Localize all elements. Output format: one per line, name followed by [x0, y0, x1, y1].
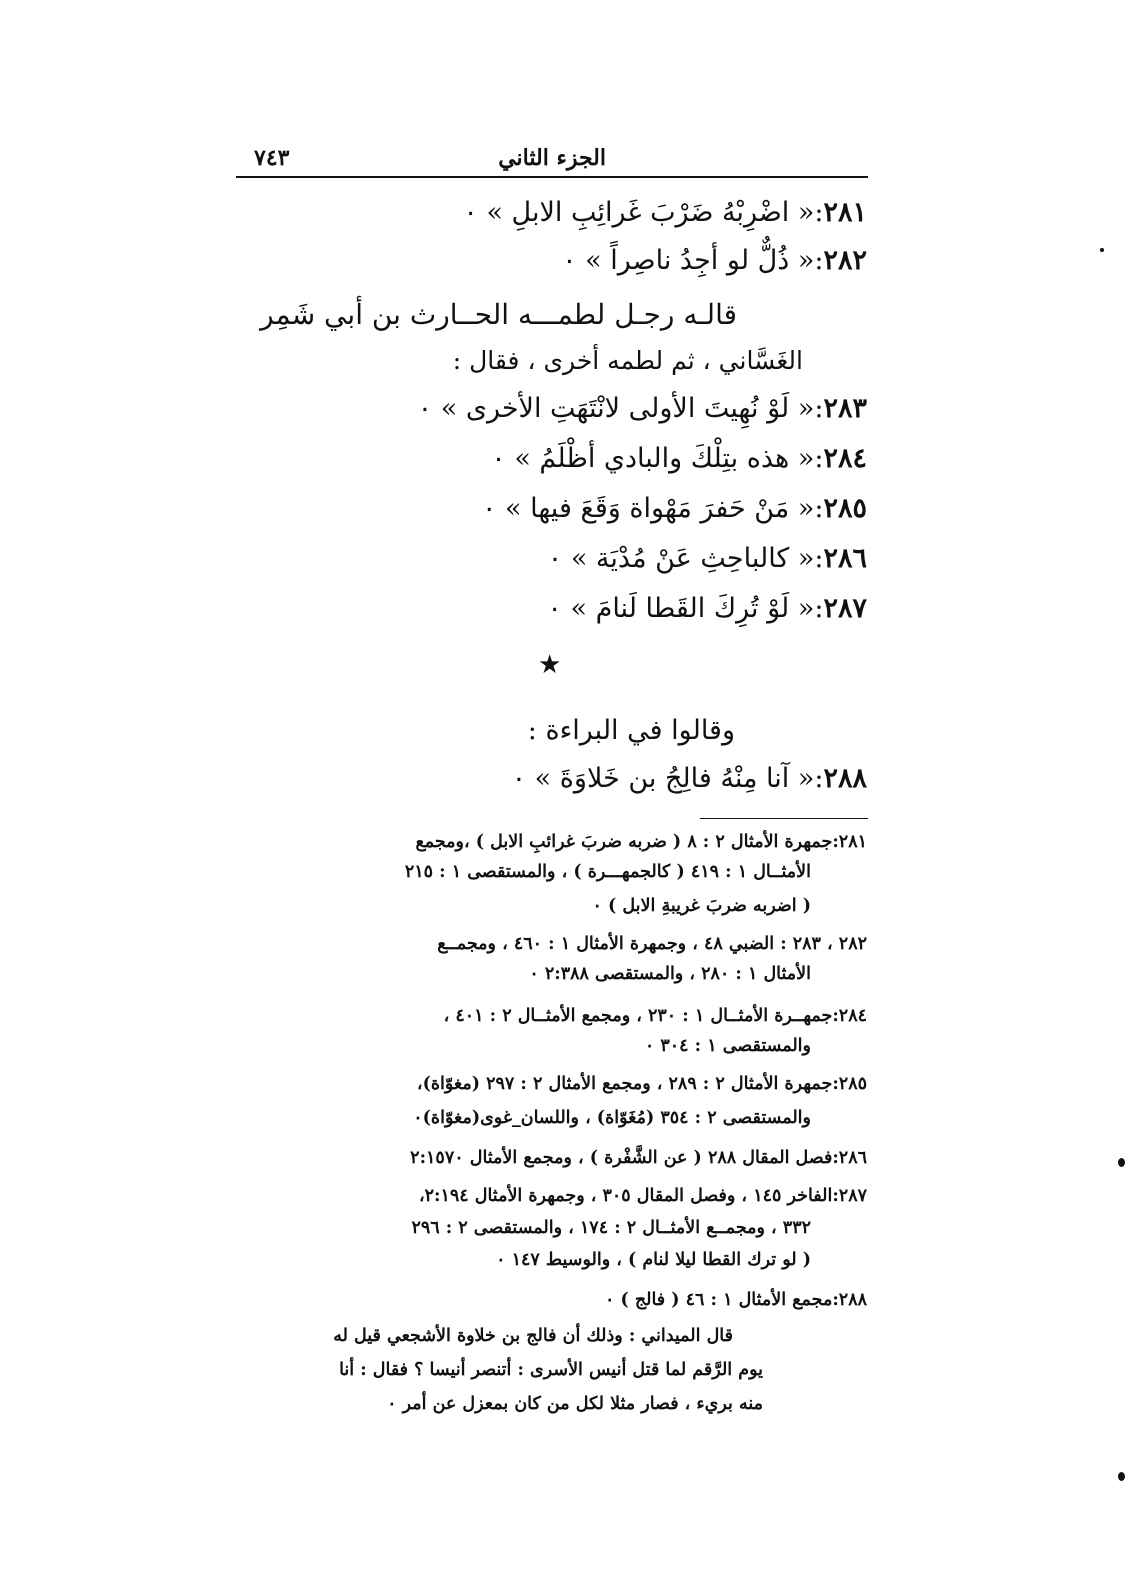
section-heading: وقالوا في البراءة :: [527, 715, 735, 746]
proverb-number: ٢٨٤: [823, 443, 867, 474]
proverb-number: ٢٨٥: [823, 493, 867, 524]
header-rule: [236, 176, 868, 178]
scan-speck: [1100, 248, 1104, 252]
star-ornament: ★: [538, 650, 562, 680]
footnote-284-line-2: والمستقصى ١ : ٣٠٤ ٠: [644, 1036, 811, 1056]
proverb-286: [548, 542, 867, 576]
running-header: [236, 140, 868, 176]
proverb-287: [547, 592, 867, 626]
footnote-paragraph-line-1: قال الميداني : وذلك أن فالج بن خلاوة الأشجعي قيل له: [333, 1326, 733, 1346]
proverb-number: ٢٨٦: [823, 543, 867, 574]
proverb-282: [562, 244, 867, 278]
narration-line-1: قالـه رجـل لطمـــه الحــارث بن أبي شَمِر: [260, 298, 737, 331]
footnote-286-line-1: ٢٨٦:فصل المقال ٢٨٨ ( عن الشَّفْرة ) ، ومجمع الأمثال ٢:١٥٧٠: [410, 1148, 867, 1168]
footnote-paragraph-line-2: يوم الرَّقم لما قتل أنيس الأسرى : أتنصر أنيسا ؟ فقال : أنا: [339, 1360, 763, 1380]
proverb-284: [491, 442, 867, 476]
proverb-number: ٢٨٧: [823, 593, 867, 624]
scan-speck: [1118, 1158, 1125, 1167]
footnote-282-line-1: ٢٨٢ ، ٢٨٣ : الضبي ٤٨ ، وجمهرة الأمثال ١ : ٤٦٠ ، ومجمــع: [437, 934, 867, 954]
proverb-number: ٢٨٨: [823, 763, 867, 794]
page-number: ٧٤٣: [254, 145, 290, 171]
narration-line-2: الغَسَّاني ، ثم لطمه أخرى ، فقال :: [452, 346, 803, 375]
proverb-288: [512, 762, 867, 796]
proverb-number: ٢٨١: [823, 197, 867, 228]
proverb-285: [482, 492, 867, 526]
footnote-287-line-3: ( لو ترك القطا ليلا لنام ) ، والوسيط ١٤٧ ٠: [496, 1250, 811, 1270]
proverb-281: [463, 196, 867, 230]
footnote-281-line-1: ٢٨١:جمهرة الأمثال ٢ : ٨ ( ضربه ضربَ غرائبِ الابل ) ،ومجمع: [415, 832, 867, 852]
proverb-text: :« ذُلٌّ لو أجِدُ ناصِراً » ٠: [562, 245, 824, 276]
proverb-number: ٢٨٢: [823, 245, 867, 276]
part-title: الجزء الثاني: [498, 145, 606, 171]
proverb-text: :« كالباحِثِ عَنْ مُدْيَة » ٠: [547, 543, 824, 574]
footnote-284-line-1: ٢٨٤:جمهــرة الأمثــال ١ : ٢٣٠ ، ومجمع الأمثــال ٢ : ٤٠١ ،: [443, 1006, 867, 1026]
footnote-288-line-1: ٢٨٨:مجمع الأمثال ١ : ٤٦ ( فالج ) ٠: [604, 1290, 867, 1310]
proverb-text: :« هذه بتِلْكَ والبادي أظْلَمُ » ٠: [491, 443, 824, 474]
footnote-287-line-1: ٢٨٧:الفاخر ١٤٥ ، وفصل المقال ٣٠٥ ، وجمهرة الأمثال ٢:١٩٤،: [418, 1186, 867, 1206]
proverb-text: :« آنا مِنْهُ فالِجُ بن خَلاوَةَ » ٠: [511, 763, 824, 794]
footnote-282-line-2: الأمثال ١ : ٢٨٠ ، والمستقصى ٢:٣٨٨ ٠: [529, 964, 811, 984]
footnote-281-line-2: الأمثــال ١ : ٤١٩ ( كالجمهـــرة ) ، والمستقصى ١ : ٢١٥: [404, 862, 811, 882]
scan-speck: [1118, 1472, 1125, 1481]
proverb-text: :« لَوْ نُهِيتَ الأولى لانْتَهَتِ الأخرى » ٠: [417, 393, 824, 424]
footnote-287-line-2: ٣٣٢ ، ومجمــع الأمثــال ٢ : ١٧٤ ، والمستقصى ٢ : ٢٩٦: [411, 1218, 811, 1238]
footnote-285-line-2: والمستقصى ٢ : ٣٥٤ (مُغَوّاة) ، واللسان_غوى(مغوّاة)٠: [413, 1108, 811, 1128]
footnote-paragraph-line-3: منه بريء ، فصار مثلا لكل من كان بمعزل عن أمر ٠: [387, 1394, 763, 1414]
footnote-285-line-1: ٢٨٥:جمهرة الأمثال ٢ : ٢٨٩ ، ومجمع الأمثال ٢ : ٢٩٧ (مغوّاة)،: [416, 1074, 867, 1094]
footnote-rule: [700, 818, 868, 819]
proverb-text: :« مَنْ حَفرَ مَهْواة وَقَعَ فيها » ٠: [481, 493, 824, 524]
proverb-number: ٢٨٣: [823, 393, 867, 424]
footnote-281-line-3: ( اضربه ضربَ غريبةِ الابل ) ٠: [592, 896, 811, 916]
proverb-text: :« لَوْ تُرِكَ القَطا لَنامَ » ٠: [547, 593, 824, 624]
proverb-text: :« اضْرِبْهُ ضَرْبَ غَرائِبِ الابلِ » ٠: [463, 197, 824, 228]
proverb-283: [418, 392, 867, 426]
